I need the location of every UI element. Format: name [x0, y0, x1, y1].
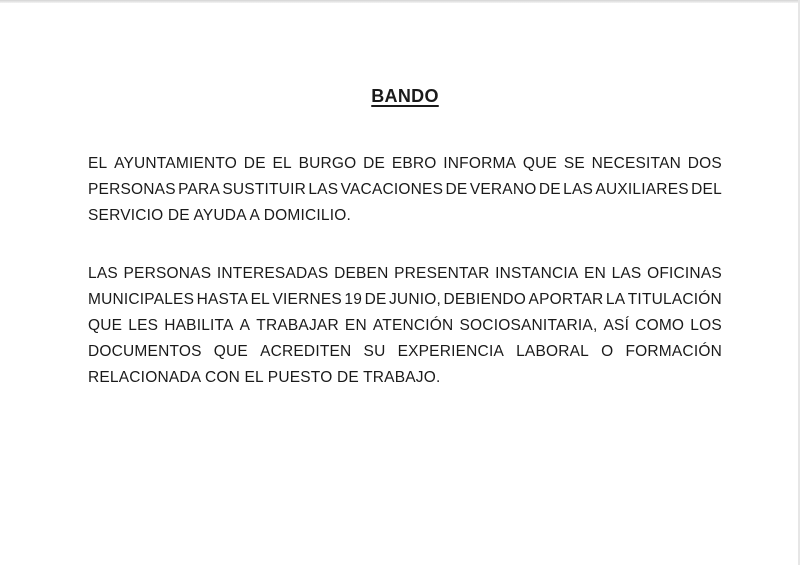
- word: VACACIONES: [340, 181, 444, 198]
- word: EL: [250, 291, 270, 308]
- word: INFORMA: [443, 155, 517, 172]
- word: LABORAL: [516, 343, 589, 360]
- word: COMO: [635, 317, 685, 334]
- word: AYUNTAMIENTO: [114, 155, 238, 172]
- word: JUNIO,: [388, 291, 441, 308]
- word: SU: [363, 343, 386, 360]
- word: LAS: [563, 181, 594, 198]
- word: LOS: [690, 317, 722, 334]
- word: LAS: [88, 265, 118, 282]
- word: DOS: [687, 155, 722, 172]
- word: PERSONAS: [88, 181, 176, 198]
- word: TRABAJAR: [256, 317, 339, 334]
- word: QUE: [522, 155, 558, 172]
- word: DEL: [691, 181, 722, 198]
- word: PARA: [178, 181, 220, 198]
- word: VERANO: [469, 181, 537, 198]
- word: BURGO: [298, 155, 357, 172]
- word: QUE: [213, 343, 248, 360]
- word: EBRO: [391, 155, 437, 172]
- word: HABILITA: [164, 317, 234, 334]
- word: SE: [563, 155, 585, 172]
- paragraph-line: [88, 287, 722, 313]
- word: ACREDITEN: [260, 343, 352, 360]
- word: LES: [128, 317, 159, 334]
- word: EL: [88, 155, 108, 172]
- word: DE: [445, 181, 468, 198]
- scan-edge-top: [0, 0, 800, 3]
- paragraph-line: [88, 261, 722, 287]
- word: MUNICIPALES: [88, 291, 195, 308]
- paragraph-announcement: [88, 151, 722, 229]
- word: QUE: [88, 317, 123, 334]
- paragraph-line: [88, 203, 722, 229]
- word: HASTA: [196, 291, 249, 308]
- word: EXPERIENCIA: [397, 343, 504, 360]
- paragraph-line: [88, 313, 722, 339]
- paragraph-line-text: SERVICIO DE AYUDA A DOMICILIO.: [88, 207, 351, 224]
- word: DE: [364, 291, 387, 308]
- paragraph-line: [88, 151, 722, 177]
- word: A: [239, 317, 251, 334]
- word: ATENCIÓN: [372, 317, 454, 334]
- word: 19: [344, 291, 363, 308]
- word: DE: [243, 155, 266, 172]
- word: VIERNES: [272, 291, 342, 308]
- paragraph-line: [88, 339, 722, 365]
- word: DEBEN: [334, 265, 389, 282]
- word: TITULACIÓN: [627, 291, 722, 308]
- word: INSTANCIA: [495, 265, 579, 282]
- word: AUXILIARES: [595, 181, 689, 198]
- word: SUSTITUIR: [222, 181, 306, 198]
- word: OFICINAS: [647, 265, 722, 282]
- word: DE: [363, 155, 386, 172]
- word: DEBIENDO: [443, 291, 527, 308]
- document-page: [88, 86, 722, 391]
- paragraph-line: [88, 177, 722, 203]
- word: APORTAR: [528, 291, 604, 308]
- word: LA: [605, 291, 626, 308]
- word: EL: [272, 155, 292, 172]
- word: INTERESADAS: [216, 265, 329, 282]
- word: EN: [584, 265, 606, 282]
- word: PERSONAS: [123, 265, 212, 282]
- word: O: [601, 343, 614, 360]
- word: ASÍ: [603, 317, 630, 334]
- word: EN: [344, 317, 367, 334]
- word: NECESITAN: [591, 155, 681, 172]
- paragraph-requirements: [88, 261, 722, 391]
- paragraph-line: [88, 365, 722, 391]
- word: DOCUMENTOS: [88, 343, 202, 360]
- word: FORMACIÓN: [625, 343, 722, 360]
- word: SOCIOSANITARIA,: [459, 317, 598, 334]
- word: LAS: [308, 181, 339, 198]
- word: DE: [538, 181, 561, 198]
- paragraph-line-text: RELACIONADA CON EL PUESTO DE TRABAJO.: [88, 369, 441, 386]
- word: PRESENTAR: [394, 265, 490, 282]
- document-title: BANDO: [371, 86, 439, 106]
- word: LAS: [611, 265, 642, 282]
